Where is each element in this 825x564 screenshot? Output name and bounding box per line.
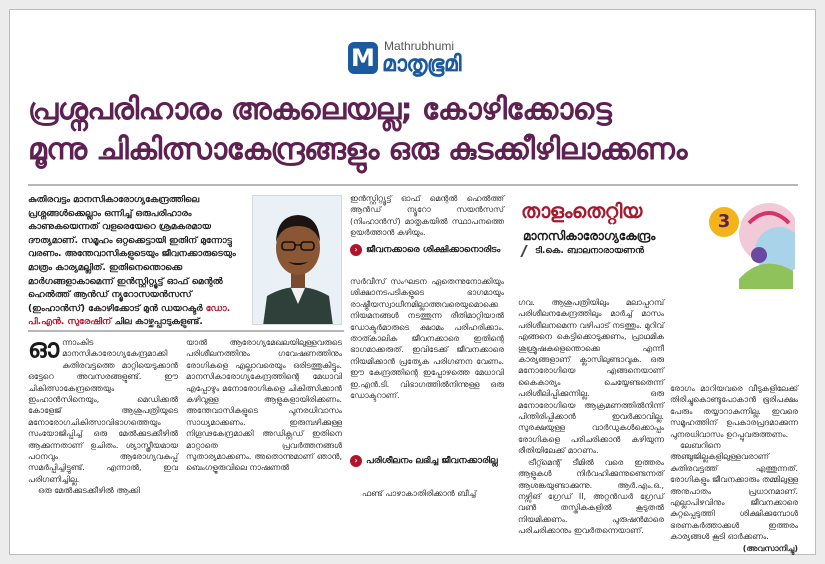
column-3-bottom (362, 488, 504, 499)
subhead-arrow-icon: › (350, 455, 362, 467)
col1-paragraph: ന്നാംകിട മാനസികാരോഗ്യകേന്ദ്രമാക്കി കുതിരവട്ടത്തെ മാറ്റിയെടുക്കാൻ ഒട്ടേറെ അവസരങ്ങളുണ്ട്. ഈ ചികിത്സാകേന്ദ്രത്തെയും ഇംഹാൻസിനെയും, മെഡിക്കൽ കോളേജ് ആശുപത്രിയുടെ മനോരോഗചികിത്സാവിഭാഗത്തെയും സംയോജിപ്പിച്ച് ഒരു മേൽക്കുടക്കീഴിൽ ആക്കുന്നതാണ് ഉചിതം. ശ്യാസ്ത്രീയമായ പഠനവും ആരോഗ്യവകുപ്പ് സമർപ്പിച്ചിട്ടുണ്ട്. എന്നാൽ, ഇവ പരിഗണിച്ചില്ല. (28, 338, 178, 484)
headline-line-1: പ്രശ്നപരിഹാരം അകലെയല്ല; കോഴിക്കോട്ടെ (28, 92, 612, 127)
col4-paragraph-1: ഗവ. ആശുപത്രിയിലും മലാപ്പറമ്പ് പരിശീലനകേന്ദ്രത്തിലും മാർച്ച് മാസം പരിശീലനമെന്ന വഴിപാട് നടത്തും. മുറിവ് എങ്ങനെ കെട്ടിക്കൊടുക്കണം, പ്രാഥമിക ശുശ്രൂഷകളെന്തൊക്കെ എന്നീ കാര്യങ്ങളാണ് ക്ലാസിലുണ്ടാവുക. ഒരു മനോരോഗിയെ എങ്ങനെയാണ് കൈകാര്യം ചെയ്യേണ്ടതെന്ന് പരിശീലിപ്പിക്കുന്നില്ല. ഒരു മനോരോഗിയെ ആക്രമണത്തിൽനിന്ന് പിന്തിരിപ്പിക്കാൻ ഇവർക്കാവില്ല. സുരക്ഷയുള്ള വാർഡുകൾക്കൊപ്പം രോഗികളെ പരിചരിക്കാൻ കഴിയുന്ന രീതിയിലേക്ക് മാറണം. (518, 298, 664, 456)
intro-deck (28, 194, 248, 330)
series-number: 3 (707, 205, 741, 239)
logo-english: Mathrubhumi (384, 39, 455, 53)
dropcap: ഓ (28, 334, 60, 364)
intro-text: കുതിരവട്ടം മാനസികാരോഗ്യകേന്ദ്രത്തിലെ പ്രശ്നങ്ങൾക്കെല്ലാം ഒന്നിച്ച് ഒരുപരിഹാരം കാണുകയെന്നത് വളരെയേറെ ശ്രമകരമായ ദൗത്യമാണ്. സമൂഹം ഒറ്റക്കെട്ടായി ഇതിന് മുന്നോട്ടു വരണം. അന്തേവാസികളുടെയും ജീവനക്കാരുടെയും മാത്രം കാര്യമല്ലിത്. ഇതിനെന്തൊക്കെ മാർഗങ്ങളാകാമെന്ന് ഇൻസ്റ്റിറ്റ്യൂട്ട് ഓഫ് മെന്റൽ ഹെൽത്ത് ആൻഡ് ന്യൂറോസയൻസസ് (ഇംഹാൻസ്) കോഴിക്കോട് മുൻ ഡയറക്ടർ (28, 195, 236, 314)
column-2 (186, 337, 342, 474)
divider (28, 184, 798, 186)
intro-tail: ചില കാഴ്ചപ്പാടുകളുണ്ട്. (111, 317, 203, 328)
series-author: ടി.കെ. ബാലനാരായണൻ (535, 246, 644, 256)
intro-bottom-rule (28, 330, 344, 332)
series-subtitle: മാനസികാരോഗ്യകേന്ദ്രം (523, 229, 656, 243)
signoff: (അവസാനിച്ചു) (742, 543, 798, 553)
series-illustration (729, 193, 795, 289)
series-badge (513, 193, 795, 289)
masthead (10, 28, 817, 90)
col3-paragraph-2: സർവീസ് സംഘടന ഏതെന്നുനോക്കിയും ശിക്ഷാനടപടികളുടെ ഭാഗമായും രാഷ്ട്രീയസ്വാധീനമില്ലാത്തവരെയുമൊക്കെ നിയമനങ്ങൾ നടത്തുന്ന രീതിമാറ്റിയാൽ ഡോക്ടർമാരുടെ ക്ഷാമം പരിഹരിക്കാം. താത്കാലിക ജീവനക്കാരെ ഇതിന്റെ ഭാഗമാക്കരുത്. ഇവിടേക്ക് ജീവനക്കാരെ നിയമിക്കാൻ പ്രത്യേക പരിഗണന വേണം. ഈ കേന്ദ്രത്തിന്റെ ഇപ്പോഴത്തെ മേധാവി ഇ.എൻ.ടി. വിഭാഗത്തിൽനിന്നുള്ള ഒരു ഡോക്ടറാണ്. (350, 277, 504, 401)
headline-line-2: മൂന്നു ചികിത്സാകേന്ദ്രങ്ങളും ഒരു കുടക്കീഴിലാക്കണം (28, 132, 687, 167)
col3-paragraph-3: ഫണ്ട് പാഴാകാതിരിക്കാൻ ബീച്ച് (362, 489, 477, 498)
subhead-2 (350, 455, 504, 467)
col3-paragraph-1: ഇൻസ്റ്റിറ്റ്യൂട്ട് ഓഫ് മെന്റൽ ഹെൽത്ത് ആൻഡ് ന്യൂറോ സയൻസസ് (നിംഹാൻസ്) മാതൃകയിൽ സ്ഥാപനത്തെ ഉയർത്താൻ കഴിയും. (350, 194, 504, 238)
column-3-top (350, 193, 504, 239)
column-1 (28, 334, 178, 497)
author-photo (252, 195, 342, 325)
subhead-1 (350, 244, 504, 256)
col5-paragraph-1: രോഗം മാറിയവരെ വീടുകളിലേക്ക് തിരിച്ചുകൊണ്ടുപോകാൻ ഭൂരിപക്ഷം പേരും തയ്യാറാകുന്നില്ല. ഇവരെ സമൂഹത്തിന് ഉപകാരപ്രദമാക്കുന്ന പുനരധിവാസം ഉറപ്പുവരുത്തണം. (670, 384, 798, 439)
logo-mark: M (348, 42, 378, 74)
column-5 (670, 383, 798, 554)
subhead-1-text: ജീവനക്കാരെ ശിക്ഷിക്കാനൊരിടം (366, 245, 501, 255)
logo-malayalam: മാതൃഭൂമി (382, 52, 462, 77)
intro-highlight: ഡോ. പി.എൻ. സുരേഷിന് (28, 303, 231, 328)
headline (28, 90, 808, 170)
column-3-mid (350, 276, 504, 401)
column-4 (518, 297, 664, 537)
subhead-arrow-icon: › (350, 244, 362, 256)
subhead-2-text: പരിശീലനം ലഭിച്ച ജീവനക്കാരില്ല (366, 456, 498, 466)
pen-icon (520, 245, 534, 257)
newspaper-page (9, 9, 816, 555)
col1-paragraph-2: ഒരു മേൽക്കുടക്കീഴിൽ ആക്കി (38, 486, 140, 496)
col4-paragraph-2: ട്രീറ്റ്മെന്റ് ടീമിൽ വരെ ഇത്തരം ആളുകൾ നിർവഹിക്കുന്നുണ്ടെന്നത് ആശങ്കയുണ്ടാക്കുന്നു. ആർ.എം.ഒ., നഴ്സിങ് ഗ്രേഡ് II, അറ്റൻഡർ ഗ്രേഡ് വൺ തസ്തികകളിൽ കൂടുതൽ നിയമിക്കണം. പുരുഷൻമാരെ പരിചരിക്കാനും ഇവർതന്നെയാണ്. (518, 457, 664, 536)
col2-paragraph: യാൽ ആരോഗ്യമേഖലയിലുള്ളവരുടെ പരിശീലനത്തിനും ഗവേഷണത്തിനും രോഗികളെ എല്ലാവരെയും ഒരിടത്തുകിട്ടും. മാനസികാരോഗ്യകേന്ദ്രത്തിന്റെ മേധാവി എപ്പോഴും മനോരോഗികളെ ചികിത്സിക്കാൻ കഴിവുള്ള ആളുകളായിരിക്കണം. അന്തേവാസികളുടെ പുനരധിവാസം സാധ്യമാക്കണം. ഇരുമ്പഴിക്കുള്ള നിഗൂഢകേന്ദ്രമാക്കി അഡിക്റ്റഡ് ഇതിനെ മാറ്റാതെ പ്രവർത്തനങ്ങൾ സുതാര്യമാക്കണം. അതൊന്നുമാണ് ഞാൻ, ബെംഗളൂരുവിലെ നാഷണൽ (186, 338, 342, 473)
portrait-image (253, 196, 342, 325)
series-title: താളംതെറ്റിയ (521, 199, 642, 223)
col5-paragraph-2: ലേബറിനെ അഞ്ചുജില്ലകളിലുള്ളവരാണ് കുതിരവട്ടത്ത് എത്തുന്നത്. രോഗികളും ജീവനക്കാരും തമ്മിലുള്ള അനുപാതം പ്രധാനമാണ്. എല്ലാപിഴവിനും ജീവനക്കാരെ കുറ്റപ്പെടുത്തി ശിക്ഷിക്കുമ്പോൾ ഭരണകർത്താക്കൾ ഇത്തരം കാര്യങ്ങൾ കൂടി ഓർക്കണം. (670, 441, 798, 542)
